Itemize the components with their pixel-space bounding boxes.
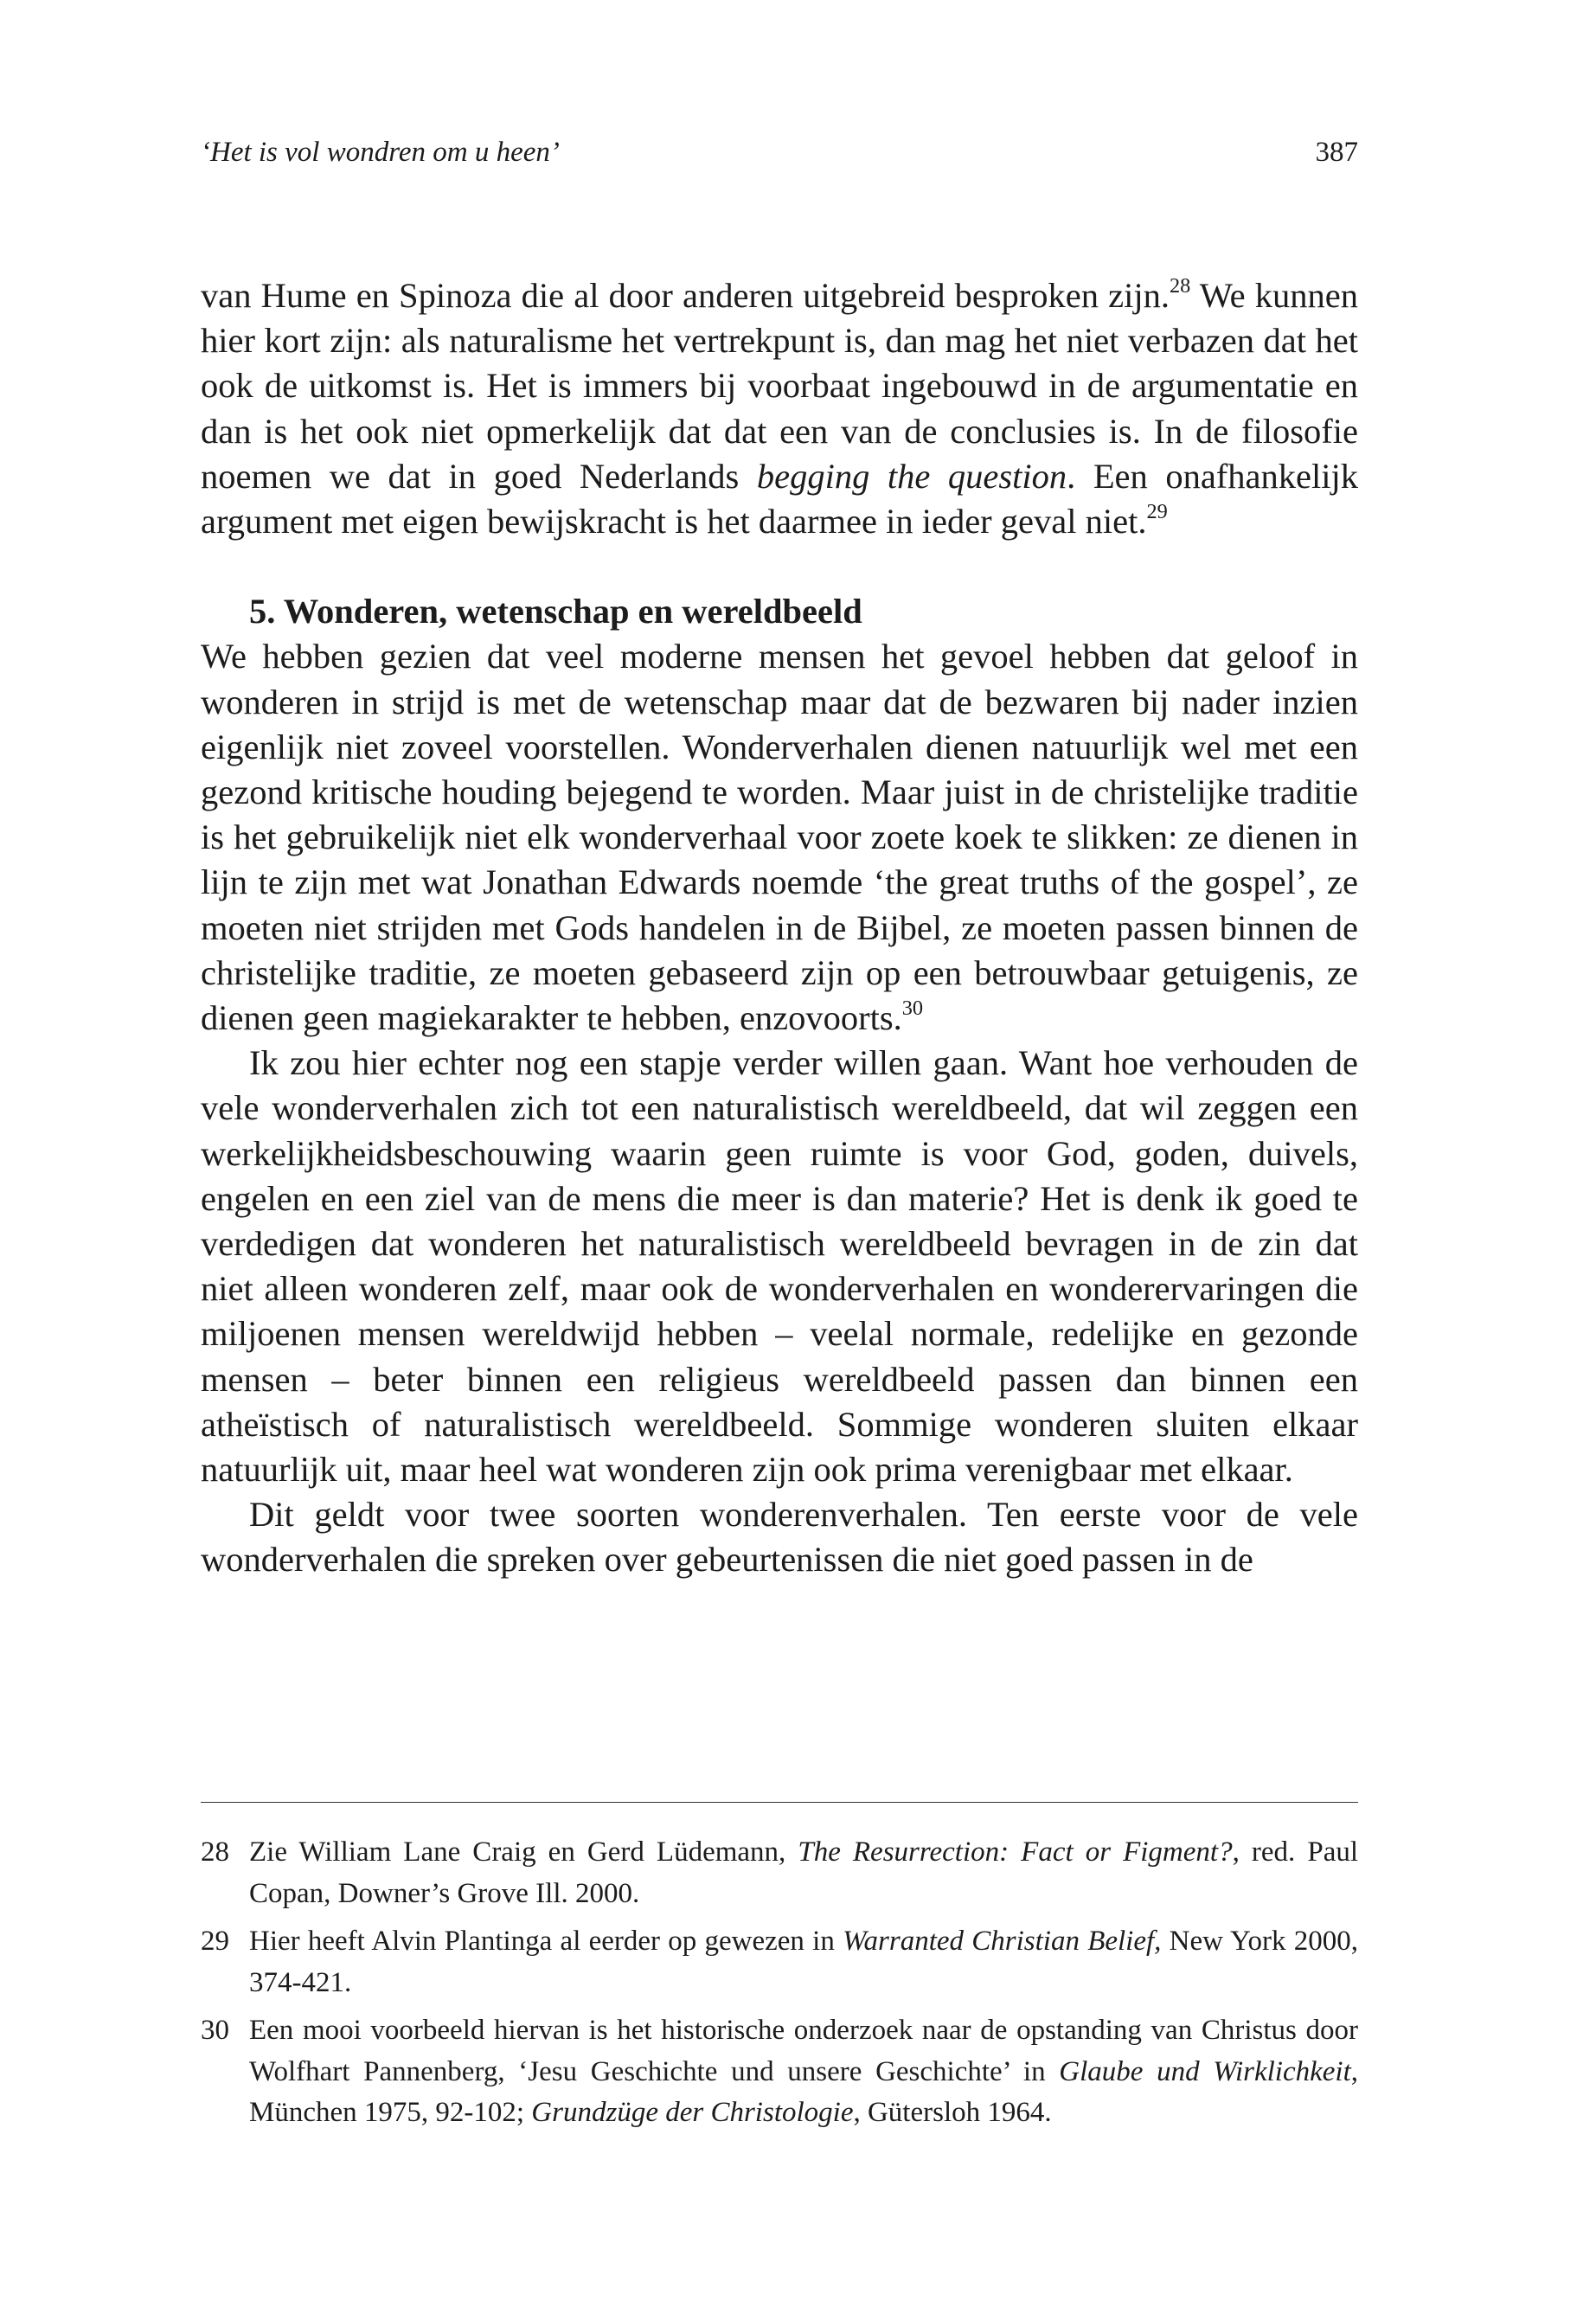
- footnote-divider: [201, 1802, 1358, 1803]
- footnote-ref-29: 29: [1146, 500, 1168, 524]
- paragraph-3-text: Ik zou hier echter nog een stapje verder willen gaan. Want hoe verhouden de vele wonderverhalen zich tot een naturalistisch wereldbeeld, dat wil zeggen een werkelijkheidsbeschouwing waarin geen ruimte is voor God, goden, duivels, engelen en een ziel van de mens die meer is dan materie? Het is denk ik goed te verdedigen dat wonderen het naturalistisch wereldbeeld bevragen in de zin dat niet alleen wonderen zelf, maar ook de wonderverhalen en wonderervaringen die miljoenen mensen wereldwijd hebben – veelal normale, redelijke en gezonde mensen – beter binnen een religieus wereldbeeld passen dan binnen een atheïstisch of naturalistisch wereldbeeld. Sommige wonderen sluiten elkaar natuurlijk uit, maar heel wat wonderen zijn ook prima verenigbaar met elkaar.: [201, 1043, 1358, 1490]
- page-number: 387: [1315, 137, 1358, 168]
- section-heading: 5. Wonderen, wetenschap en wereldbeeld: [249, 592, 862, 631]
- footnote-text: , München 1975, 92-102;: [249, 2055, 1358, 2128]
- paragraph-1-italic: begging the question: [756, 456, 1067, 496]
- paragraph-1-text-b: We kunnen hier kort zijn: als naturalisme het vertrekpunt is, dan mag het niet verbazen dat het ook de uitkomst is. Het is immers bij voorbaat ingebouwd in de argumentatie en dan is het ook niet opmerkelijk dat dat een van de conclusies is. In de filosofie noemen we dat in goed Nederlands: [201, 276, 1358, 496]
- paragraph-1-text-a: van Hume en Spinoza die al door anderen uitgebreid besproken zijn.: [201, 276, 1170, 315]
- paragraph-4: [201, 1492, 1358, 1582]
- footnote-ref-30: 30: [901, 997, 924, 1021]
- footnote-30: [201, 2010, 1358, 2134]
- footnote-ref-28: 28: [1170, 274, 1191, 298]
- footnote-italic: The Resurrection: Fact or Figment?: [798, 1836, 1233, 1868]
- paragraph-1: [201, 273, 1358, 544]
- paragraph-1-text-c: . Een onafhankelijk argument met eigen bewijskracht is het daarmee in ieder geval niet.: [201, 456, 1358, 542]
- footnote-29: [201, 1921, 1358, 2003]
- footnote-italic: Glaube und Wirklichkeit: [1059, 2055, 1351, 2087]
- footnote-italic: Warranted Christian Belief,: [843, 1926, 1162, 1957]
- footnote-28: [201, 1832, 1358, 1914]
- footnote-text: Hier heeft Alvin Plantinga al eerder op gewezen in: [249, 1926, 843, 1957]
- footnote-text: , Gütersloh 1964.: [853, 2097, 1052, 2128]
- footnote-text: Zie William Lane Craig en Gerd Lüdemann,: [249, 1836, 798, 1868]
- footnote-text: Een mooi voorbeeld hiervan is het historische onderzoek naar de opstanding van Christus door Wolfhart Pannenberg, ‘Jesu Geschichte und unsere Geschichte’ in: [249, 2015, 1358, 2087]
- footnote-number: 30: [201, 2015, 229, 2046]
- footnote-italic: Grundzüge der Christologie: [531, 2097, 854, 2128]
- running-title: ‘Het is vol wondren om u heen’: [201, 137, 560, 168]
- footnotes: [201, 1832, 1358, 2141]
- footnote-number: 29: [201, 1926, 229, 1957]
- paragraph-4-text: Dit geldt voor twee soorten wonderenverhalen. Ten eerste voor de vele wonderverhalen die spreken over gebeurtenissen die niet goed passen in de: [201, 1495, 1358, 1580]
- paragraph-2-text: We hebben gezien dat veel moderne mensen het gevoel hebben dat geloof in wonderen in strijd is met de wetenschap maar dat de bezwaren bij nader inzien eigenlijk niet zoveel voorstellen. Wonderverhalen dienen natuurlijk wel met een gezond kritische houding bejegend te worden. Maar juist in de christelijke traditie is het gebruikelijk niet elk wonderverhaal voor zoete koek te slikken: ze dienen in lijn te zijn met wat Jonathan Edwards noemde ‘the great truths of the gospel’, ze moeten niet strijden met Gods handelen in de Bijbel, ze moeten passen binnen de christelijke traditie, ze moeten gebaseerd zijn op een betrouwbaar getuigenis, ze dienen geen magiekarakter te hebben, enzovoorts.: [201, 637, 1358, 1038]
- paragraph-2: [201, 634, 1358, 1041]
- footnote-text: , red. Paul Copan, Downer’s Grove Ill. 2000.: [249, 1836, 1359, 1909]
- footnote-text: New York 2000, 374-421.: [249, 1926, 1358, 1998]
- body-text: [201, 273, 1358, 1583]
- footnote-number: 28: [201, 1836, 229, 1868]
- paragraph-3: [201, 1041, 1358, 1492]
